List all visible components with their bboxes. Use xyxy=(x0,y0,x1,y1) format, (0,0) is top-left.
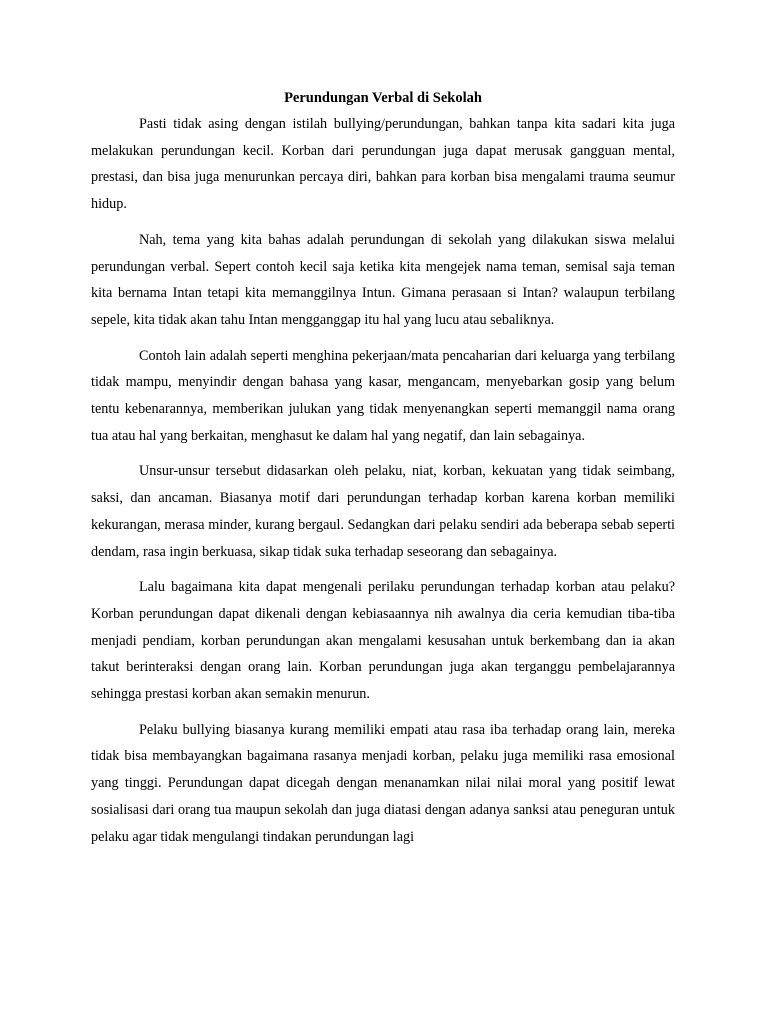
paragraph-1: Pasti tidak asing dengan istilah bullying/perundungan, bahkan tanpa kita sadari kita juga melakukan perundungan kecil. Korban dari perundungan juga dapat merusak gangguan mental, prestasi, dan bisa juga menurunkan percaya diri, bahkan para korban bisa mengalami trauma seumur hidup. xyxy=(91,116,675,213)
paragraph-6: Pelaku bullying biasanya kurang memiliki empati atau rasa iba terhadap orang lain, mereka tidak bisa membayangkan bagaimana rasanya menjadi korban, pelaku juga memiliki rasa emosional yang tinggi. Perundungan dapat dicegah dengan menanamkan nilai nilai moral yang positif lewat sosialisasi dari orang tua maupun sekolah dan juga diatasi dengan adanya sanksi atau peneguran untuk pelaku agar tidak mengulangi tindakan perundungan lagi xyxy=(91,721,675,845)
paragraph-5: Lalu bagaimana kita dapat mengenali perilaku perundungan terhadap korban atau pelaku? Korban perundungan dapat dikenali dengan kebiasaannya nih awalnya dia ceria kemudian tiba-tiba menjadi pendiam, korban perundungan akan mengalami kesusahan untuk berkembang dan ia akan takut berinteraksi dengan orang lain. Korban perundungan juga akan terganggu pembelajarannya sehingga prestasi korban akan semakin menurun. xyxy=(91,579,675,703)
page-title: Perundungan Verbal di Sekolah xyxy=(284,90,482,106)
paragraph-2: Nah, tema yang kita bahas adalah perundungan di sekolah yang dilakukan siswa melalui perundungan verbal. Sepert contoh kecil saja ketika kita mengejek nama teman, semisal saja teman kita bernama Intan tetapi kita memanggilnya Intun. Gimana perasaan si Intan? walaupun terbilang sepele, kita tidak akan tahu Intan mengganggap itu hal yang lucu atau sebaliknya. xyxy=(91,231,675,328)
paragraph-4: Unsur-unsur tersebut didasarkan oleh pelaku, niat, korban, kekuatan yang tidak seimbang, saksi, dan ancaman. Biasanya motif dari perundungan terhadap korban karena korban memiliki kekurangan, merasa minder, kurang bergaul. Sedangkan dari pelaku sendiri ada beberapa sebab seperti dendam, rasa ingin berkuasa, sikap tidak suka terhadap seseorang dan sebagainya. xyxy=(91,463,675,560)
document-body xyxy=(91,86,675,859)
paragraph-3: Contoh lain adalah seperti menghina pekerjaan/mata pencaharian dari keluarga yang terbilang tidak mampu, menyindir dengan bahasa yang kasar, mengancam, menyebarkan gosip yang belum tentu kebenarannya, memberikan julukan yang tidak menyenangkan seperti memanggil nama orang tua atau hal yang berkaitan, menghasut ke dalam hal yang negatif, dan lain sebagainya. xyxy=(91,347,675,444)
